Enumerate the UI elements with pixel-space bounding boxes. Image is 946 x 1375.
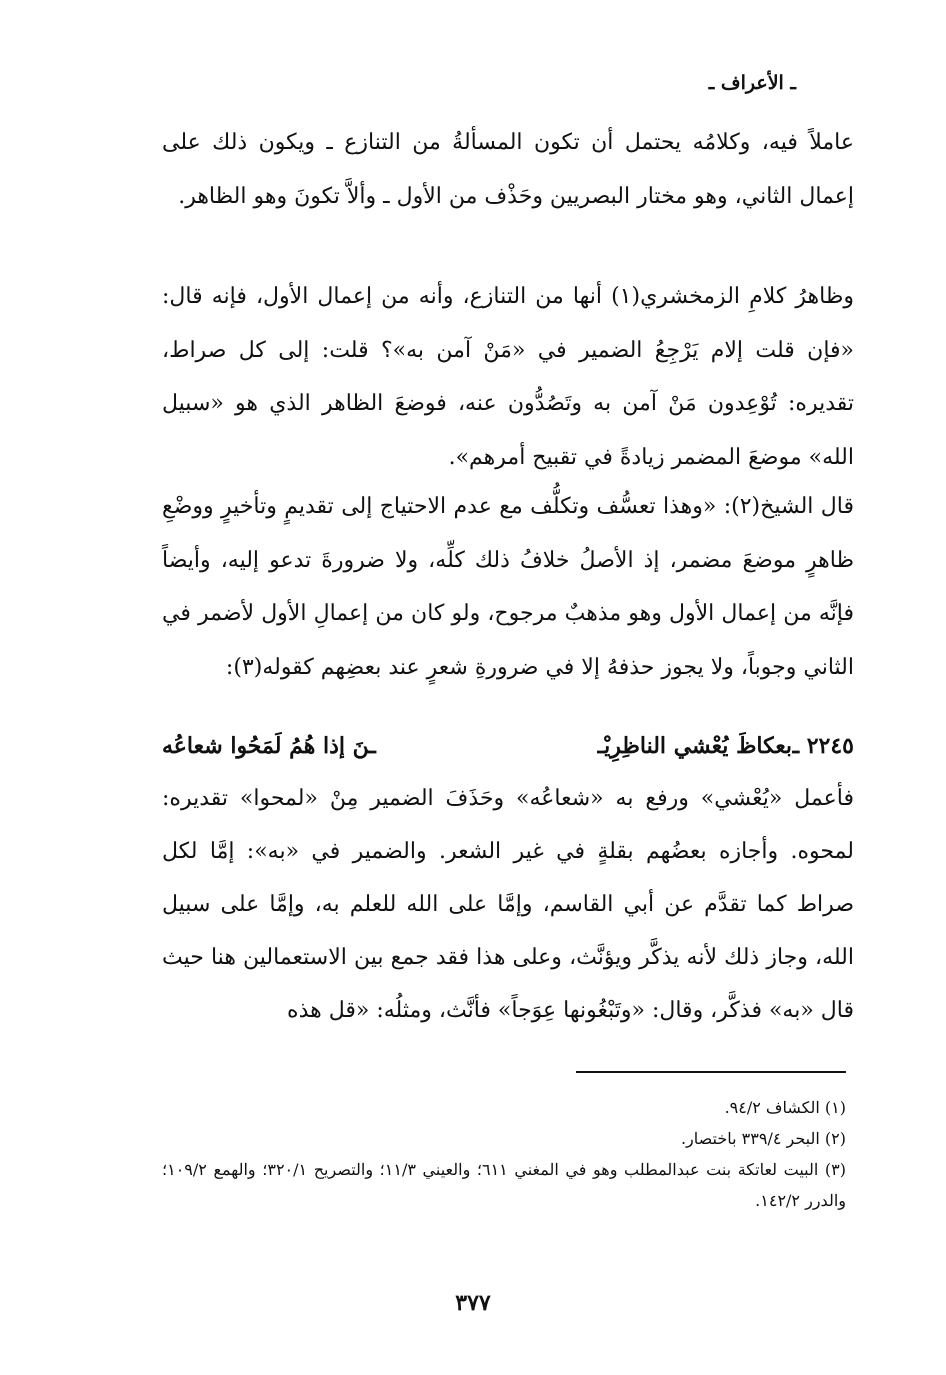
body-paragraph-2: وظاهرُ كلامِ الزمخشري(١) أنها من التنازع، وأنه من إعمال الأول، فإنه قال: «فإن قلت إلام يَرْجِعُ الضمير في «مَنْ آمن به»؟ قلت: إلى كل صراط، تقديره: تُوْعِدون مَنْ آمن به وتَصُدُّون عنه، فوضعَ الظاهر الذي هو «سبيل الله» موضعَ المضمر زيادةً في تقبيح أمرهم».: [162, 284, 854, 470]
body-paragraph-1: عاملاً فيه، وكلامُه يحتمل أن تكون المسألةُ من التنازع ـ ويكون ذلك على إعمال الثاني، وهو مختار البصريين وحَذْف من الأول ـ وألاَّ تكونَ وهو الظاهر.: [162, 130, 854, 209]
running-header: ـ الأعراف ـ: [708, 72, 796, 94]
verse-second-hemistich: ـنَ إذا هُمُ لَمَحُوا شعاعُه: [162, 733, 376, 759]
verse-number: ٢٢٤٥ ـ: [792, 733, 854, 759]
footnote-3: (٣) البيت لعاتكة بنت عبدالمطلب وهو في المغني ٦١١؛ والعيني ١١/٣؛ والتصريح ٣٢٠/١؛ والهمع ١٠٩/٢؛ والدرر ١٤٢/٢.: [162, 1160, 847, 1210]
body-paragraph-3: قال الشيخ(٢): «وهذا تعسُّف وتكلُّف مع عدم الاحتياج إلى تقديمٍ وتأخيرٍ ووضْعِ ظاهرٍ موضعَ مضمر، إذ الأصلُ خلافُ ذلك كلِّه، ولا ضرورةَ تدعو إليه، وأيضاً فإنَّه من إعمال الأول وهو مذهبٌ مرجوح، ولو كان من إعمالِ الأول لأضمر في الثاني وجوباً، ولا يجوز حذفهُ إلا في ضرورةِ شعرٍ عند بعضِهم كقوله(٣):: [162, 494, 855, 680]
page-number: ٣٧٧: [455, 1290, 491, 1316]
footnotes: [162, 1092, 846, 1216]
verse-first-hemistich: بعكاظَ يُعْشي الناظِرِيْـ: [597, 733, 792, 759]
poetry-verse: [162, 718, 854, 774]
footnote-2: (٢) البحر ٣٣٩/٤ باختصار.: [680, 1129, 846, 1148]
footnote-1: (١) الكشاف ٩٤/٢.: [724, 1098, 846, 1117]
footnote-separator: [576, 1071, 846, 1073]
body-paragraph-4: فأعمل «يُعْشي» ورفع به «شعاعُه» وحَذَفَ الضمير مِنْ «لمحوا» تقديره: لمحوه. وأجازه بعضُهم بقلةٍ في غير الشعر. والضمير في «به»: إمَّا لكل صراط كما تقدَّم عن أبي القاسم، وإمَّا على الله للعلم به، وإمَّا على سبيل الله، وجاز ذلك لأنه يذكَّر ويؤنَّث، وعلى هذا فقد جمع بين الاستعمالين هنا حيث قال «به» فذكَّر، وقال: «وتَبْغُونها عِوَجاً» فأنَّث، ومثلُه: «قل هذه: [162, 786, 854, 1023]
